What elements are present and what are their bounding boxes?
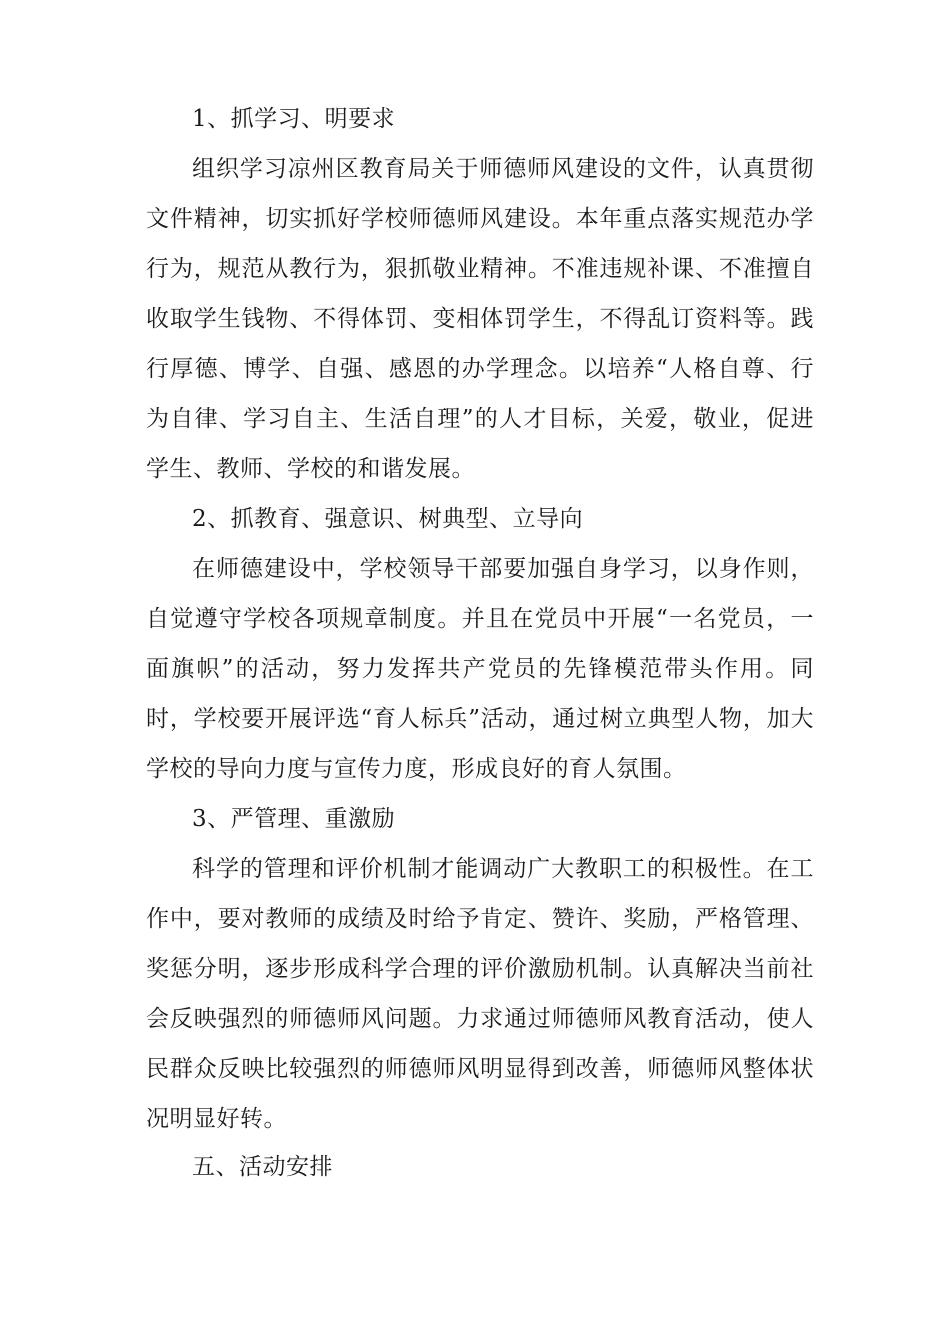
section-2-paragraph: 在师德建设中，学校领导干部要加强自身学习，以身作则，自觉遵守学校各项规章制度。并且在党员中开展“一名党员，一面旗帜”的活动，努力发挥共产党员的先锋模范带头作用。同时，学校要开展评选“育人标兵”活动，通过树立典型人物，加大学校的导向力度与宣传力度，形成良好的育人氛围。 xyxy=(146,556,814,782)
section-2-heading: 2、抓教育、强意识、树典型、立导向 xyxy=(192,506,584,532)
section-3-heading: 3、严管理、重激励 xyxy=(192,806,396,832)
closing-heading: 五、活动安排 xyxy=(192,1154,333,1180)
section-1-heading: 1、抓学习、明要求 xyxy=(192,106,396,132)
section-1-paragraph: 组织学习凉州区教育局关于师德师风建设的文件，认真贯彻文件精神，切实抓好学校师德师风建设。本年重点落实规范办学行为，规范从教行为，狠抓敬业精神。不准违规补课、不准擅自收取学生钱物、不得体罚、变相体罚学生，不得乱订资料等。践行厚德、博学、自强、感恩的办学理念。以培养“人格自尊、行为自律、学习自主、生活自理”的人才目标，关爱，敬业，促进学生、教师、学校的和谐发展。 xyxy=(146,156,814,482)
section-3-paragraph: 科学的管理和评价机制才能调动广大教职工的积极性。在工作中，要对教师的成绩及时给予肯定、赞许、奖励，严格管理、奖惩分明，逐步形成科学合理的评价激励机制。认真解决当前社会反映强烈的师德师风问题。力求通过师德师风教育活动，使人民群众反映比较强烈的师德师风明显得到改善，师德师风整体状况明显好转。 xyxy=(146,856,814,1132)
